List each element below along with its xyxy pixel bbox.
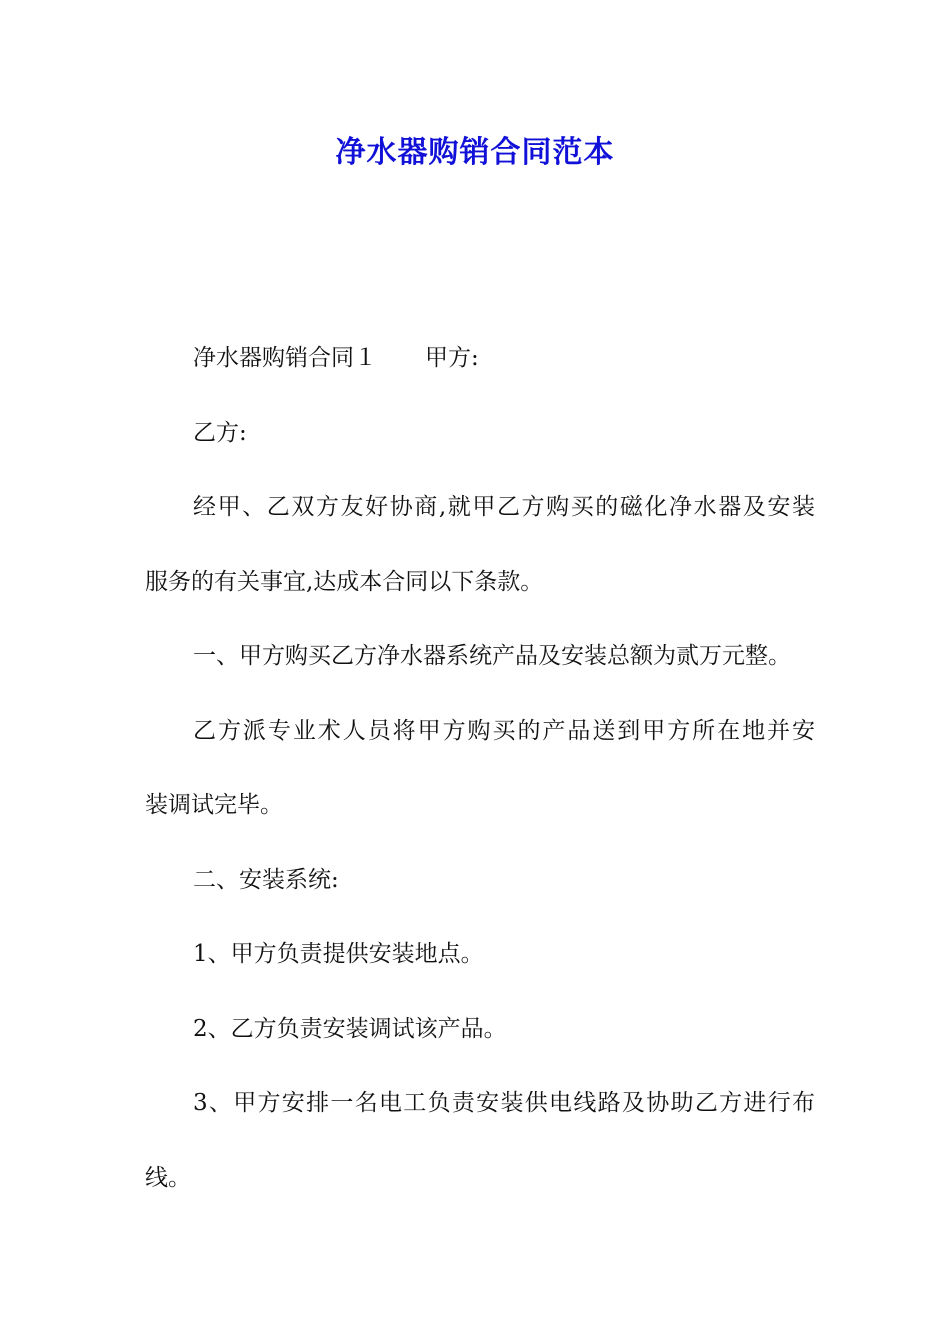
list-item-2: 2、乙方负责安装调试该产品。 — [193, 1016, 507, 1042]
document-title: 净水器购销合同范本 — [335, 135, 615, 170]
delivery-line-1: 乙方派专业术人员将甲方购买的产品送到甲方所在地并安 — [193, 718, 815, 744]
delivery-line-2: 装调试完毕。 — [145, 792, 283, 818]
party-a-label: 甲方: — [425, 345, 479, 371]
contract-header-line — [193, 338, 815, 378]
intro-line-2: 服务的有关事宜,达成本合同以下条款。 — [145, 569, 544, 595]
clause-1: 一、甲方购买乙方净水器系统产品及安装总额为贰万元整。 — [193, 643, 791, 669]
contract-name: 净水器购销合同１ — [193, 345, 377, 371]
list-item-1: 1、甲方负责提供安装地点。 — [193, 941, 484, 967]
clause-2-heading: 二、安装系统: — [193, 867, 339, 893]
list-item-3-line-2: 线。 — [145, 1165, 191, 1191]
party-b-label: 乙方: — [193, 420, 247, 446]
intro-line-1: 经甲、乙双方友好协商,就甲乙方购买的磁化净水器及安装 — [193, 494, 815, 520]
list-item-3-line-1: 3、甲方安排一名电工负责安装供电线路及协助乙方进行布 — [193, 1090, 815, 1116]
